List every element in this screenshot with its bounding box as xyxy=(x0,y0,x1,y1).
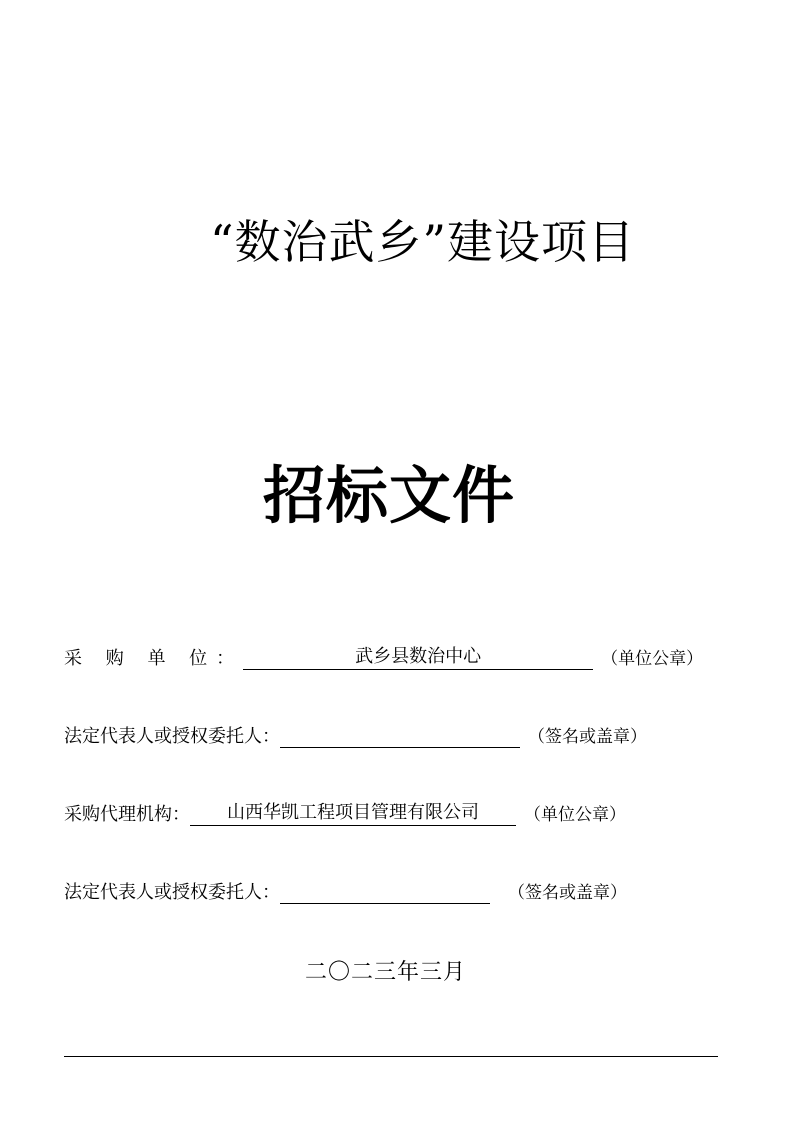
purchaser-seal-note: （单位公章） xyxy=(601,649,704,669)
document-type-heading: 招标文件 xyxy=(263,459,516,532)
agency-representative-label: 法定代表人或授权委托人： xyxy=(64,882,280,903)
agency-representative-row xyxy=(64,879,627,907)
agency-field: 山西华凯工程项目管理有限公司 xyxy=(190,801,516,826)
purchaser-representative-row xyxy=(64,723,647,751)
agency-representative-sign-note: （签名或盖章） xyxy=(508,883,627,903)
agency-representative-field xyxy=(280,879,490,904)
footer-divider xyxy=(64,1056,718,1057)
purchaser-representative-label: 法定代表人或授权委托人： xyxy=(64,726,280,747)
purchaser-label: 采 购 单 位： xyxy=(64,648,244,669)
purchaser-field: 武乡县数治中心 xyxy=(243,645,593,670)
purchaser-representative-field xyxy=(280,723,520,748)
issue-date: 二〇二三年三月 xyxy=(305,960,467,985)
agency-label: 采购代理机构： xyxy=(64,804,190,825)
agency-row xyxy=(64,801,626,829)
purchaser-representative-sign-note: （签名或盖章） xyxy=(528,727,647,747)
agency-seal-note: （单位公章） xyxy=(524,805,626,825)
document-title: “数治武乡”建设项目 xyxy=(210,215,636,269)
purchaser-row xyxy=(64,645,703,673)
